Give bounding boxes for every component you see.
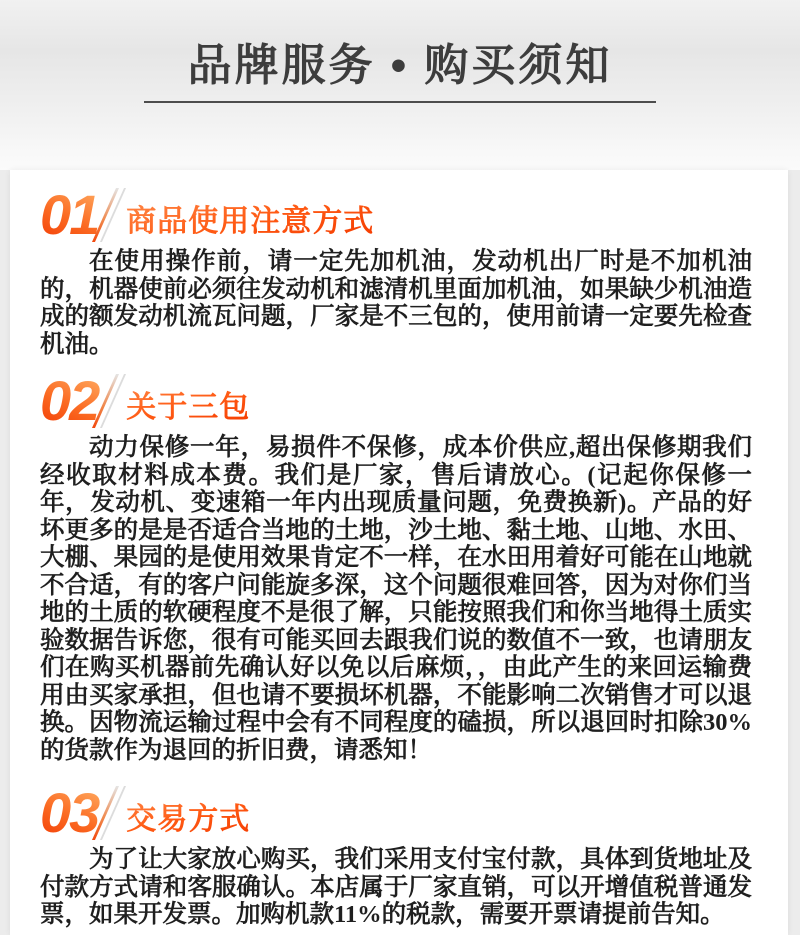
section-header-usage — [40, 183, 752, 246]
section-title: 关于三包 — [126, 376, 250, 426]
section-body-usage: 在使用操作前，请一定先加机油，发动机出厂时是不加机油的，机器使前必须往发动机和滤清机里面加机油，如果缺少机油造成的额发动机流瓦问题，厂家是不三包的，使用前请一定要先检查机油。 — [40, 248, 752, 358]
page-title: 品牌服务 • 购买须知 — [187, 41, 613, 90]
section-title: 交易方式 — [126, 788, 250, 838]
section-header-payment — [40, 781, 752, 844]
section-number: 03 — [40, 785, 102, 841]
content-card — [10, 170, 788, 935]
header-banner — [0, 0, 800, 170]
section-title: 商品使用注意方式 — [126, 190, 374, 240]
section-number: 02 — [40, 373, 102, 429]
title-underline — [144, 101, 656, 103]
section-number: 01 — [40, 187, 102, 243]
section-body-warranty: 动力保修一年，易损件不保修，成本价供应,超出保修期我们经收取材料成本费。我们是厂家，售后请放心。(记起你保修一年，发动机、变速箱一年内出现质量问题，免费换新)。产品的好坏更多的是是否适合当地的土地，沙土地、黏土地、山地、水田、大棚、果园的是使用效果肯定不一样，在水田用着好可能在山地就不合适，有的客户问能旋多深，这个问题很难回答，因为对你们当地的土质的软硬程度不是很了解，只能按照我们和你当地得土质实验数据告诉您，很有可能买回去跟我们说的数值不一致，也请朋友们在购买机器前先确认好以免以后麻烦，，由此产生的来回运输费用由买家承担，但也请不要损坏机器，不能影响二次销售才可以退换。因物流运输过程中会有不同程度的磕损，所以退回时扣除30%的货款作为退回的折旧费，请悉知！ — [40, 434, 752, 764]
section-body-payment: 为了让大家放心购买，我们采用支付宝付款，具体到货地址及付款方式请和客服确认。本店属于厂家直销，可以开增值税普通发票，如果开发票。加购机款11%的税款，需要开票请提前告知。 — [40, 846, 752, 928]
section-header-warranty — [40, 369, 752, 432]
